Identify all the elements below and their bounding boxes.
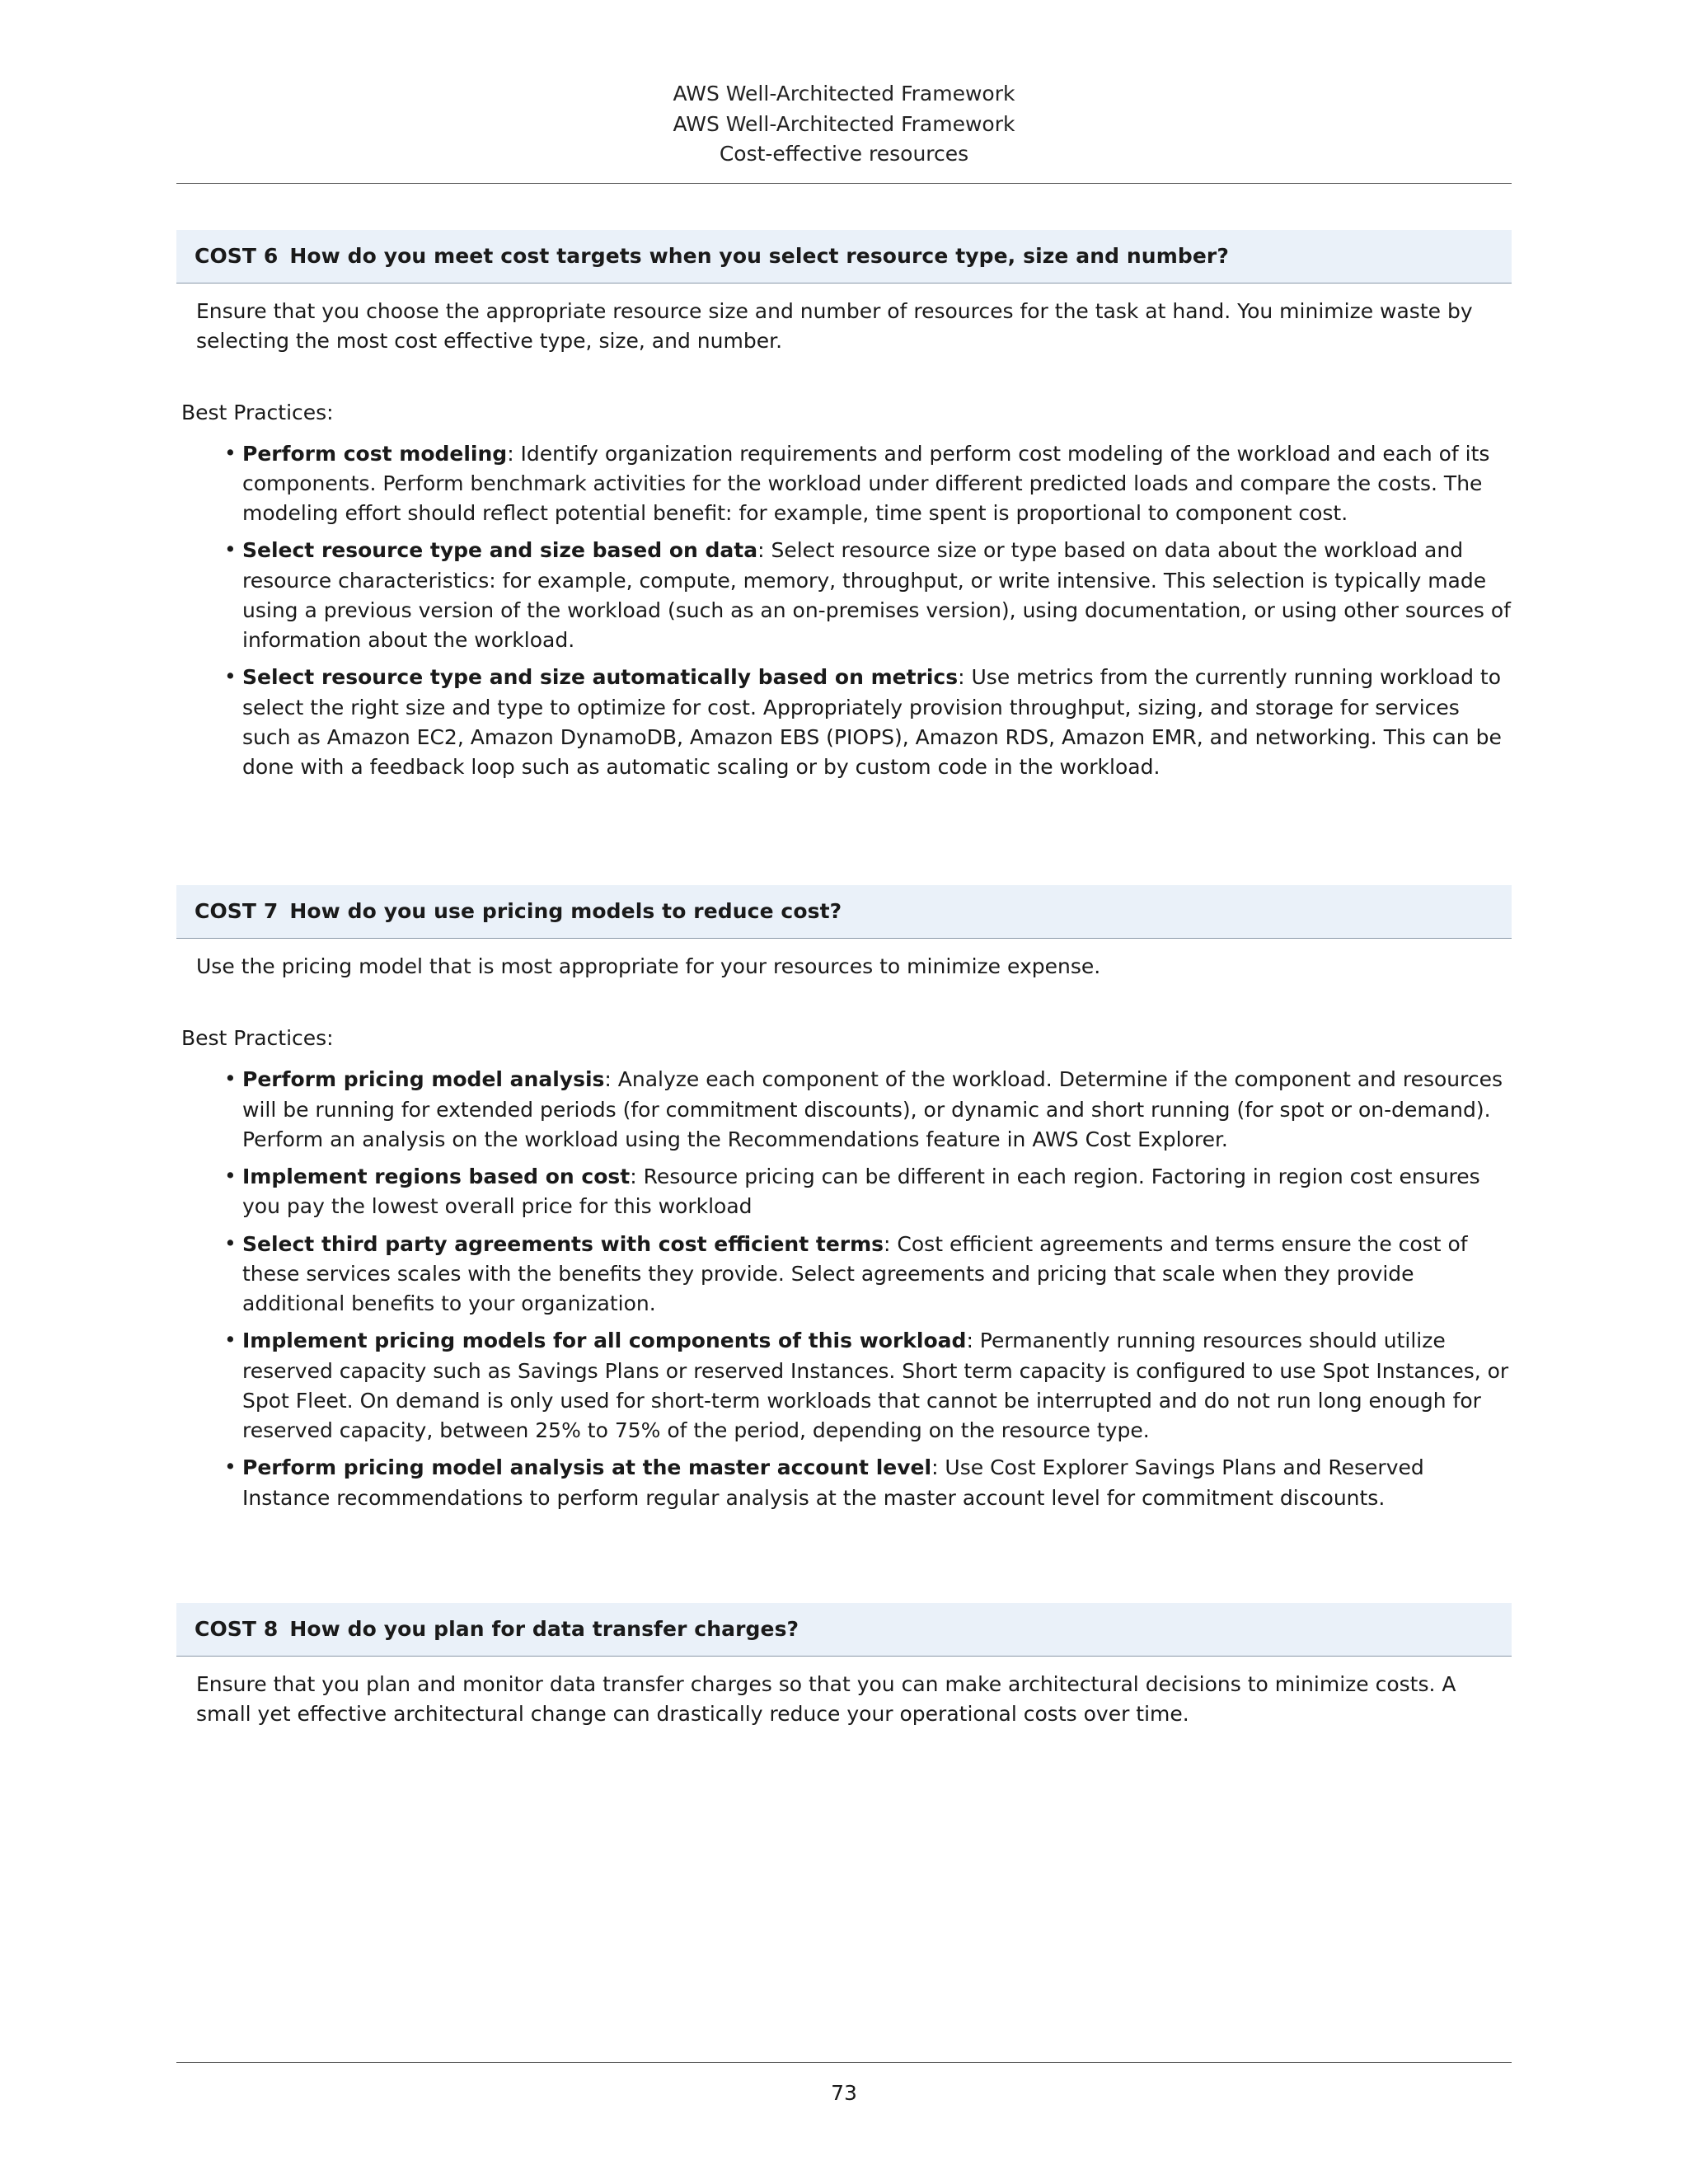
practice-title: Perform pricing model analysis: [242, 1067, 605, 1092]
best-practices-list: [176, 439, 1512, 783]
page-header: [0, 79, 1688, 170]
list-item: [224, 1453, 1512, 1513]
practice-title: Select third party agreements with cost efficient terms: [242, 1231, 884, 1256]
practice-title: Select resource type and size based on data: [242, 538, 758, 563]
practice-title: Implement regions based on cost: [242, 1165, 631, 1188]
question-title: How do you plan for data transfer charges?: [289, 1616, 799, 1641]
page-footer: [0, 2062, 1688, 2105]
practice-body: : Resource pricing can be different in each region. Factoring in region cost ensures you pay the lowest overall price for this workload: [242, 1165, 1480, 1219]
section-spacer: [176, 790, 1512, 885]
practice-body: : Cost efficient agreements and terms ensure the cost of these services scales with the benefits they provide. Select agreements and pricing that scale when they provide additional benefits to your organization.: [242, 1231, 1468, 1315]
practice-body: : Permanently running resources should utilize reserved capacity such as Savings Plans or reserved Instances. Short term capacity is configured to use Spot Instances, or Spot Fleet. On demand is only used for short-term workloads that cannot be interrupted and do not run long enough for reserved capacity, between 25% to 75% of the period, depending on the resource type.: [242, 1329, 1509, 1442]
question-block-cost-7: [176, 885, 1512, 1513]
list-item: [224, 1065, 1512, 1155]
list-item: [224, 1326, 1512, 1446]
practice-title: Implement pricing models for all components of this workload: [242, 1329, 967, 1353]
section-spacer: [176, 1521, 1512, 1603]
question-block-cost-8: [176, 1603, 1512, 1729]
practice-body: : Analyze each component of the workload. Determine if the component and resources will be running for extended periods (for commitment discounts), or dynamic and short running (for spot or on-demand). Perform an analysis on the workload using the Recommendations feature in AWS Cost Explorer.: [242, 1067, 1503, 1151]
list-item: [224, 663, 1512, 782]
list-item: [224, 536, 1512, 655]
best-practices-list: [176, 1065, 1512, 1513]
practice-title: Perform pricing model analysis at the master account level: [242, 1455, 932, 1480]
question-banner-cost-8: [176, 1603, 1512, 1657]
page-content: [176, 184, 1512, 1729]
question-id: COST 6: [195, 243, 279, 268]
header-line-1: AWS Well-Architected Framework: [673, 82, 1015, 105]
practice-title: Select resource type and size automatically based on metrics: [242, 665, 959, 690]
header-line-2: AWS Well-Architected Framework: [673, 111, 1015, 136]
question-intro: Ensure that you plan and monitor data transfer charges so that you can make architectural decisions to minimize costs. A small yet effective architectural change can drastically reduce your operational costs over time.: [196, 1671, 1456, 1726]
practice-title: Perform cost modeling: [242, 441, 508, 466]
practice-body: : Use metrics from the currently running workload to select the right size and type to optimize for cost. Appropriately provision throughput, sizing, and storage for services such as Amazon EC2, Amazon DynamoDB, Amazon EBS (PIOPS), Amazon RDS, Amazon EMR, and networking. This can be done with a feedback loop such as automatic scaling or by custom code in the workload.: [242, 665, 1502, 779]
question-banner-cost-6: [176, 230, 1512, 284]
best-practices-label: Best Practices:: [181, 400, 334, 424]
question-intro: Use the pricing model that is most appropriate for your resources to minimize expense.: [196, 954, 1101, 979]
question-title: How do you use pricing models to reduce cost?: [289, 899, 842, 924]
practice-body: : Identify organization requirements and perform cost modeling of the workload and each of its components. Perform benchmark activities for the workload under different predicted loads and compare the costs. The modeling effort should reflect potential benefit: for example, time spent is proportional to component cost.: [242, 441, 1490, 525]
list-item: [224, 439, 1512, 529]
header-line-3: Cost-effective resources: [719, 142, 969, 166]
footer-divider: [176, 2062, 1512, 2063]
question-intro: Ensure that you choose the appropriate resource size and number of resources for the task at hand. You minimize waste by selecting the most cost effective type, size, and number.: [196, 298, 1473, 353]
question-block-cost-6: [176, 230, 1512, 783]
question-id: COST 8: [195, 1616, 279, 1641]
question-id: COST 7: [195, 899, 279, 924]
question-title: How do you meet cost targets when you select resource type, size and number?: [289, 243, 1229, 268]
practice-body: : Use Cost Explorer Savings Plans and Reserved Instance recommendations to perform regular analysis at the master account level for commitment discounts.: [242, 1455, 1424, 1510]
page-number: 73: [831, 2081, 857, 2105]
best-practices-label: Best Practices:: [181, 1026, 334, 1051]
list-item: [224, 1230, 1512, 1319]
practice-body: : Select resource size or type based on data about the workload and resource characteristics: for example, compute, memory, throughput, or write intensive. This selection is typically made using a previous version of the workload (such as an on-premises version), using documentation, or using other sources of information about the workload.: [242, 538, 1511, 652]
list-item: [224, 1162, 1512, 1222]
question-banner-cost-7: [176, 885, 1512, 939]
